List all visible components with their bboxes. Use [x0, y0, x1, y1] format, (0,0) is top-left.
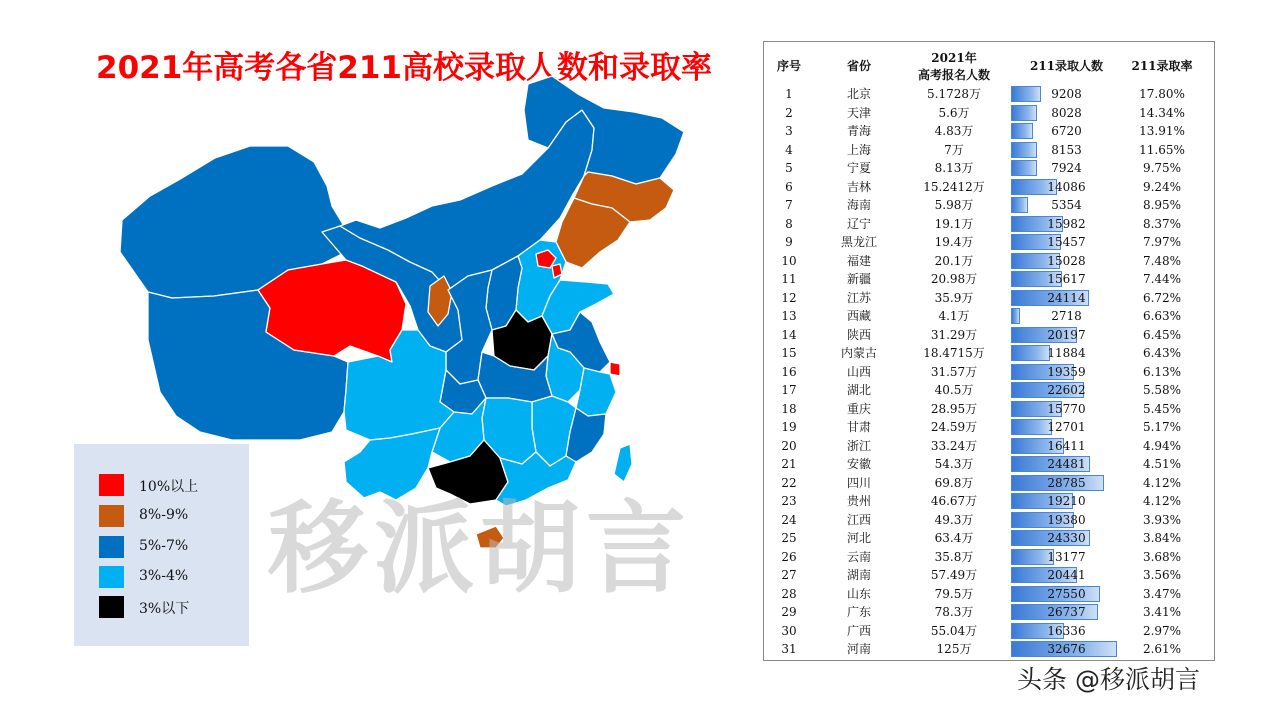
- cell-applicants: 7万: [944, 142, 964, 157]
- cell-province: 广西: [846, 623, 871, 638]
- cell-rate: 14.34%: [1139, 105, 1185, 120]
- cell-admitted: 24114: [1047, 290, 1086, 305]
- cell-index: 17: [781, 383, 797, 397]
- cell-rate: 3.93%: [1142, 512, 1182, 527]
- cell-admitted: 19210: [1047, 494, 1086, 508]
- page-title: 2021年高考各省211高校录取人数和录取率: [96, 50, 712, 86]
- cell-admitted: 24330: [1047, 531, 1086, 545]
- table-row: [764, 233, 1214, 252]
- cell-rate: 3.56%: [1142, 568, 1182, 582]
- table-row: [764, 640, 1214, 659]
- table-row: [764, 418, 1214, 437]
- cell-index: 3: [785, 124, 793, 138]
- cell-rate: 7.44%: [1142, 272, 1182, 286]
- table-row: [764, 289, 1214, 308]
- cell-admitted: 19380: [1047, 512, 1086, 527]
- cell-index: 29: [781, 605, 797, 619]
- cell-admitted: 26737: [1047, 605, 1086, 619]
- admission-table: [763, 41, 1215, 661]
- cell-admitted: 14086: [1047, 179, 1086, 194]
- cell-rate: 6.43%: [1142, 346, 1182, 360]
- cell-applicants: 33.24万: [930, 438, 978, 453]
- cell-province: 新疆: [846, 272, 871, 286]
- cell-applicants: 46.67万: [930, 494, 978, 508]
- cell-rate: 4.12%: [1142, 475, 1182, 490]
- table-row: [764, 492, 1214, 511]
- watermark-text: 移派胡言: [268, 490, 692, 607]
- cell-province: 河北: [846, 531, 871, 545]
- cell-rate: 6.63%: [1142, 309, 1182, 323]
- table-row: [764, 270, 1214, 289]
- cell-index: 6: [785, 179, 793, 194]
- cell-index: 5: [785, 161, 793, 175]
- cell-admitted: 16411: [1047, 438, 1086, 453]
- cell-rate: 9.75%: [1142, 161, 1182, 175]
- cell-rate: 5.45%: [1142, 401, 1182, 416]
- cell-index: 2: [785, 105, 793, 120]
- cell-rate: 3.68%: [1142, 549, 1182, 564]
- header-admitted: 211录取人数: [1029, 59, 1104, 73]
- cell-rate: 3.41%: [1142, 605, 1182, 619]
- legend-label: 5%-7%: [139, 538, 189, 554]
- cell-admitted: 19359: [1047, 364, 1086, 379]
- cell-rate: 2.97%: [1142, 623, 1182, 638]
- cell-admitted: 16336: [1047, 623, 1086, 638]
- cell-rate: 17.80%: [1139, 87, 1185, 101]
- cell-applicants: 5.6万: [938, 105, 970, 120]
- cell-rate: 5.58%: [1142, 383, 1182, 397]
- cell-rate: 2.61%: [1142, 642, 1182, 656]
- table-row: [764, 85, 1214, 104]
- table-row: [764, 548, 1214, 567]
- legend-label: 8%-9%: [139, 507, 189, 523]
- cell-index: 16: [781, 364, 797, 379]
- cell-admitted: 13177: [1047, 549, 1086, 564]
- cell-admitted: 20197: [1047, 327, 1086, 342]
- cell-province: 内蒙古: [840, 346, 877, 360]
- cell-applicants: 20.98万: [930, 272, 978, 286]
- cell-index: 15: [781, 346, 797, 360]
- cell-province: 广东: [846, 605, 871, 619]
- cell-admitted: 24481: [1047, 457, 1086, 471]
- table-row: [764, 529, 1214, 548]
- cell-applicants: 4.1万: [938, 309, 970, 323]
- cell-rate: 6.45%: [1142, 327, 1182, 342]
- footer-credit: 头条 @移派胡言: [1017, 665, 1200, 694]
- cell-rate: 4.94%: [1142, 438, 1182, 453]
- cell-rate: 6.72%: [1142, 290, 1182, 305]
- legend-swatch: [99, 536, 124, 558]
- cell-index: 25: [781, 531, 797, 545]
- cell-index: 20: [781, 438, 797, 453]
- cell-applicants: 18.4715万: [923, 346, 985, 360]
- table-row: [764, 307, 1214, 326]
- legend-label: 3%-4%: [139, 568, 189, 584]
- cell-index: 26: [781, 549, 797, 564]
- cell-applicants: 40.5万: [934, 383, 974, 397]
- cell-rate: 3.47%: [1142, 586, 1182, 601]
- cell-applicants: 69.8万: [934, 475, 974, 490]
- table-row: [764, 381, 1214, 400]
- cell-applicants: 31.57万: [930, 364, 978, 379]
- table-row: [764, 474, 1214, 493]
- cell-index: 28: [781, 586, 797, 601]
- cell-applicants: 35.9万: [934, 290, 974, 305]
- header-applicants: 2021年 高考报名人数: [917, 51, 990, 82]
- table-row: [764, 196, 1214, 215]
- cell-rate: 13.91%: [1139, 124, 1185, 138]
- cell-index: 10: [781, 253, 797, 268]
- cell-admitted: 12701: [1047, 420, 1086, 434]
- cell-applicants: 57.49万: [930, 568, 978, 582]
- table-row: [764, 215, 1214, 234]
- cell-province: 浙江: [846, 438, 871, 453]
- cell-index: 12: [781, 290, 797, 305]
- cell-applicants: 8.13万: [934, 161, 974, 175]
- cell-applicants: 24.59万: [930, 420, 978, 434]
- cell-admitted: 15028: [1047, 253, 1086, 268]
- cell-province: 江西: [846, 512, 871, 527]
- cell-applicants: 78.3万: [934, 605, 974, 619]
- cell-province: 福建: [846, 253, 871, 268]
- cell-admitted: 5354: [1051, 198, 1082, 212]
- cell-province: 上海: [846, 142, 871, 157]
- cell-admitted: 9208: [1051, 87, 1082, 101]
- table-row: [764, 252, 1214, 271]
- cell-admitted: 8028: [1051, 105, 1082, 120]
- cell-admitted: 22602: [1047, 383, 1086, 397]
- cell-admitted: 20441: [1047, 568, 1086, 582]
- cell-index: 23: [781, 494, 797, 508]
- cell-index: 30: [781, 623, 797, 638]
- cell-province: 湖北: [846, 383, 871, 397]
- cell-province: 天津: [846, 105, 871, 120]
- cell-province: 四川: [846, 475, 871, 490]
- legend-label: 3%以下: [139, 601, 190, 617]
- cell-admitted: 15982: [1047, 216, 1086, 231]
- cell-rate: 7.48%: [1142, 253, 1182, 268]
- cell-index: 7: [785, 198, 793, 212]
- cell-admitted: 2718: [1051, 309, 1082, 323]
- cell-index: 18: [781, 401, 797, 416]
- cell-applicants: 19.4万: [934, 235, 974, 249]
- cell-rate: 6.13%: [1142, 364, 1182, 379]
- legend-swatch: [99, 566, 124, 588]
- region-shanghai: [610, 362, 620, 376]
- cell-rate: 11.65%: [1139, 142, 1185, 157]
- cell-province: 河南: [846, 642, 871, 656]
- table-row: [764, 104, 1214, 123]
- cell-index: 27: [781, 568, 797, 582]
- cell-admitted: 7924: [1051, 161, 1082, 175]
- cell-applicants: 79.5万: [934, 586, 974, 601]
- cell-rate: 8.37%: [1142, 216, 1182, 231]
- cell-index: 4: [785, 142, 793, 157]
- table-row: [764, 141, 1214, 160]
- cell-index: 13: [781, 309, 797, 323]
- table-row: [764, 400, 1214, 419]
- cell-applicants: 20.1万: [934, 253, 974, 268]
- cell-rate: 4.12%: [1142, 494, 1182, 508]
- table-row: [764, 511, 1214, 530]
- cell-province: 山西: [846, 364, 871, 379]
- table-row: [764, 178, 1214, 197]
- cell-province: 黑龙江: [840, 235, 877, 249]
- cell-index: 8: [785, 216, 793, 231]
- cell-rate: 9.24%: [1142, 179, 1182, 194]
- cell-province: 云南: [846, 549, 871, 564]
- cell-rate: 4.51%: [1142, 457, 1182, 471]
- cell-admitted: 28785: [1047, 475, 1086, 490]
- cell-province: 海南: [846, 198, 871, 212]
- table-row: [764, 437, 1214, 456]
- cell-province: 重庆: [846, 401, 871, 416]
- cell-index: 1: [785, 87, 793, 101]
- cell-province: 安徽: [846, 457, 871, 471]
- cell-province: 山东: [846, 586, 871, 601]
- cell-index: 24: [781, 512, 797, 527]
- cell-index: 31: [781, 642, 797, 656]
- cell-rate: 5.17%: [1142, 420, 1182, 434]
- cell-province: 陕西: [846, 327, 871, 342]
- cell-admitted: 8153: [1051, 142, 1082, 157]
- cell-admitted: 15457: [1047, 235, 1086, 249]
- cell-index: 22: [781, 475, 797, 490]
- cell-rate: 7.97%: [1142, 235, 1182, 249]
- cell-index: 14: [781, 327, 797, 342]
- legend-swatch: [99, 596, 124, 618]
- table-row: [764, 622, 1214, 641]
- legend-label: 10%以上: [139, 479, 199, 495]
- cell-province: 辽宁: [846, 216, 871, 231]
- cell-applicants: 49.3万: [934, 512, 974, 527]
- table-row: [764, 455, 1214, 474]
- cell-province: 江苏: [846, 290, 871, 305]
- cell-index: 9: [785, 235, 793, 249]
- table-row: [764, 122, 1214, 141]
- cell-applicants: 63.4万: [934, 531, 974, 545]
- cell-admitted: 27550: [1047, 586, 1086, 601]
- cell-applicants: 15.2412万: [923, 179, 985, 194]
- legend-swatch: [99, 505, 124, 527]
- cell-province: 北京: [846, 87, 871, 101]
- cell-province: 贵州: [846, 494, 871, 508]
- cell-applicants: 31.29万: [930, 327, 978, 342]
- cell-applicants: 125万: [936, 642, 972, 656]
- cell-applicants: 35.8万: [934, 549, 974, 564]
- cell-applicants: 28.95万: [930, 401, 978, 416]
- table-row: [764, 603, 1214, 622]
- cell-admitted: 32676: [1047, 642, 1086, 656]
- table-row: [764, 566, 1214, 585]
- cell-applicants: 5.98万: [934, 198, 974, 212]
- cell-rate: 8.95%: [1142, 198, 1182, 212]
- cell-rate: 3.84%: [1142, 531, 1182, 545]
- map-legend: [74, 444, 249, 646]
- cell-applicants: 5.1728万: [927, 87, 981, 101]
- cell-index: 21: [781, 457, 797, 471]
- table-row: [764, 344, 1214, 363]
- cell-province: 甘肃: [846, 420, 871, 434]
- table-row: [764, 326, 1214, 345]
- legend-swatch: [99, 474, 124, 496]
- cell-province: 宁夏: [846, 161, 871, 175]
- cell-province: 吉林: [846, 179, 871, 194]
- header-province: 省份: [846, 59, 871, 73]
- cell-admitted: 6720: [1051, 124, 1082, 138]
- cell-applicants: 4.83万: [934, 124, 974, 138]
- cell-index: 19: [781, 420, 797, 434]
- header-rate: 211录取率: [1131, 59, 1193, 73]
- cell-province: 湖南: [846, 568, 871, 582]
- cell-admitted: 11884: [1047, 346, 1086, 360]
- table-row: [764, 585, 1214, 604]
- cell-admitted: 15770: [1047, 401, 1086, 416]
- cell-province: 西藏: [846, 309, 871, 323]
- cell-applicants: 55.04万: [930, 623, 978, 638]
- cell-index: 11: [781, 272, 797, 286]
- cell-province: 青海: [846, 124, 871, 138]
- header-index: 序号: [776, 59, 801, 73]
- cell-applicants: 19.1万: [934, 216, 974, 231]
- cell-admitted: 15617: [1047, 272, 1086, 286]
- table-row: [764, 363, 1214, 382]
- cell-applicants: 54.3万: [934, 457, 974, 471]
- table-row: [764, 159, 1214, 178]
